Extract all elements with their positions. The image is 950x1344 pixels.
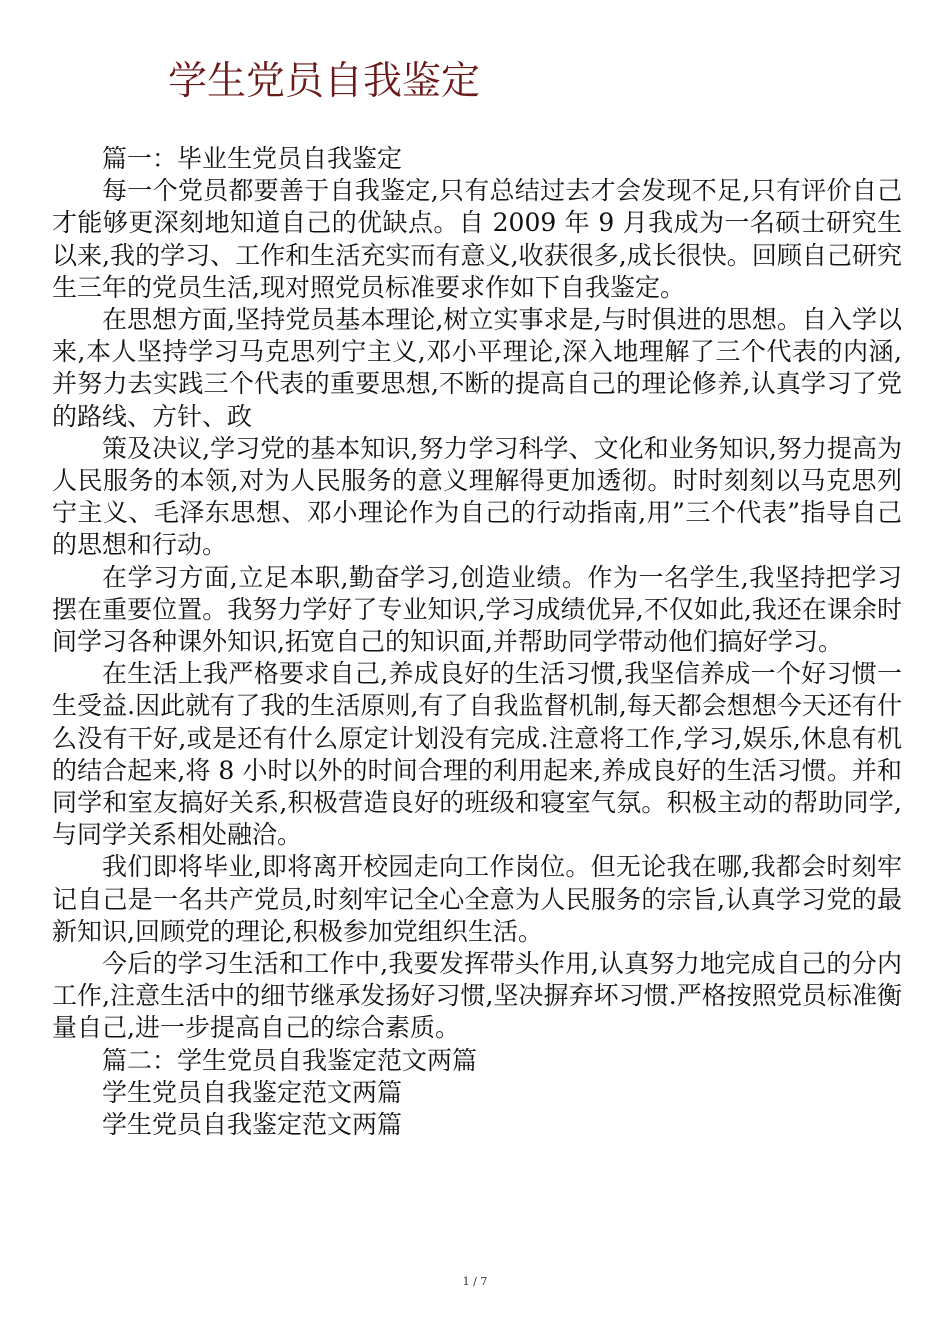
document-title: 学生党员自我鉴定 (168, 59, 481, 104)
paragraph: 在思想方面,坚持党员基本理论,树立实事求是,与时俱进的思想。自入学以来,本人坚持学习马克思列宁主义,邓小平理论,深入地理解了三个代表的内涵,并努力去实践三个代表的重要思想,不断的提高自己的理论修养,认真学习了党的路线、方针、政 (52, 305, 902, 431)
document-body (52, 143, 902, 1141)
section-heading-2: 篇二：学生党员自我鉴定范文两篇 (102, 1045, 478, 1075)
paragraph: 今后的学习生活和工作中,我要发挥带头作用,认真努力地完成自己的分内工作,注意生活中的细节继承发扬好习惯,坚决摒弃坏习惯.严格按照党员标准衡量自己,进一步提高自己的综合素质。 (52, 949, 902, 1043)
section-heading-1: 篇一：毕业生党员自我鉴定 (102, 144, 403, 173)
paragraph: 在学习方面,立足本职,勤奋学习,创造业绩。作为一名学生,我坚持把学习摆在重要位置。我努力学好了专业知识,学习成绩优异,不仅如此,我还在课余时间学习各种课外知识,拓宽自己的知识面,并帮助同学带动他们搞好学习。 (52, 562, 902, 657)
subheading: 学生党员自我鉴定范文两篇 (102, 1110, 403, 1140)
paragraph: 在生活上我严格要求自己,养成良好的生活习惯,我坚信养成一个好习惯一生受益.因此就有了我的生活原则,有了自我监督机制,每天都会想想今天还有什么没有干好,或是还有什么原定计划没有完成.注意将工作,学习,娱乐,休息有机的结合起来,将 8 小时以外的时间合理的利用起来,养成良好的生活习惯。并和同学和室友搞好关系,积极营造良好的班级和寝室气氛。积极主动的帮助同学,与同学关系相处融洽。 (52, 659, 902, 850)
paragraph: 我们即将毕业,即将离开校园走向工作岗位。但无论我在哪,我都会时刻牢记自己是一名共产党员,时刻牢记全心全意为人民服务的宗旨,认真学习党的最新知识,回顾党的理论,积极参加党组织生活。 (52, 852, 902, 946)
page-number: 1 / 7 (462, 1275, 488, 1288)
subheading: 学生党员自我鉴定范文两篇 (102, 1077, 403, 1107)
paragraph: 策及决议,学习党的基本知识,努力学习科学、文化和业务知识,努力提高为人民服务的本领,对为人民服务的意义理解得更加透彻。时时刻刻以马克思列宁主义、毛泽东思想、邓小理论作为自己的行动指南,用”三个代表”指导自己的思想和行动。 (52, 433, 902, 560)
paragraph: 每一个党员都要善于自我鉴定,只有总结过去才会发现不足,只有评价自己才能够更深刻地知道自己的优缺点。自 2009 年 9 月我成为一名硕士研究生以来,我的学习、工作和生活充实而有意义,收获很多,成长很快。回顾自己研究生三年的党员生活,现对照党员标准要求作如下自我鉴定。 (52, 176, 902, 302)
